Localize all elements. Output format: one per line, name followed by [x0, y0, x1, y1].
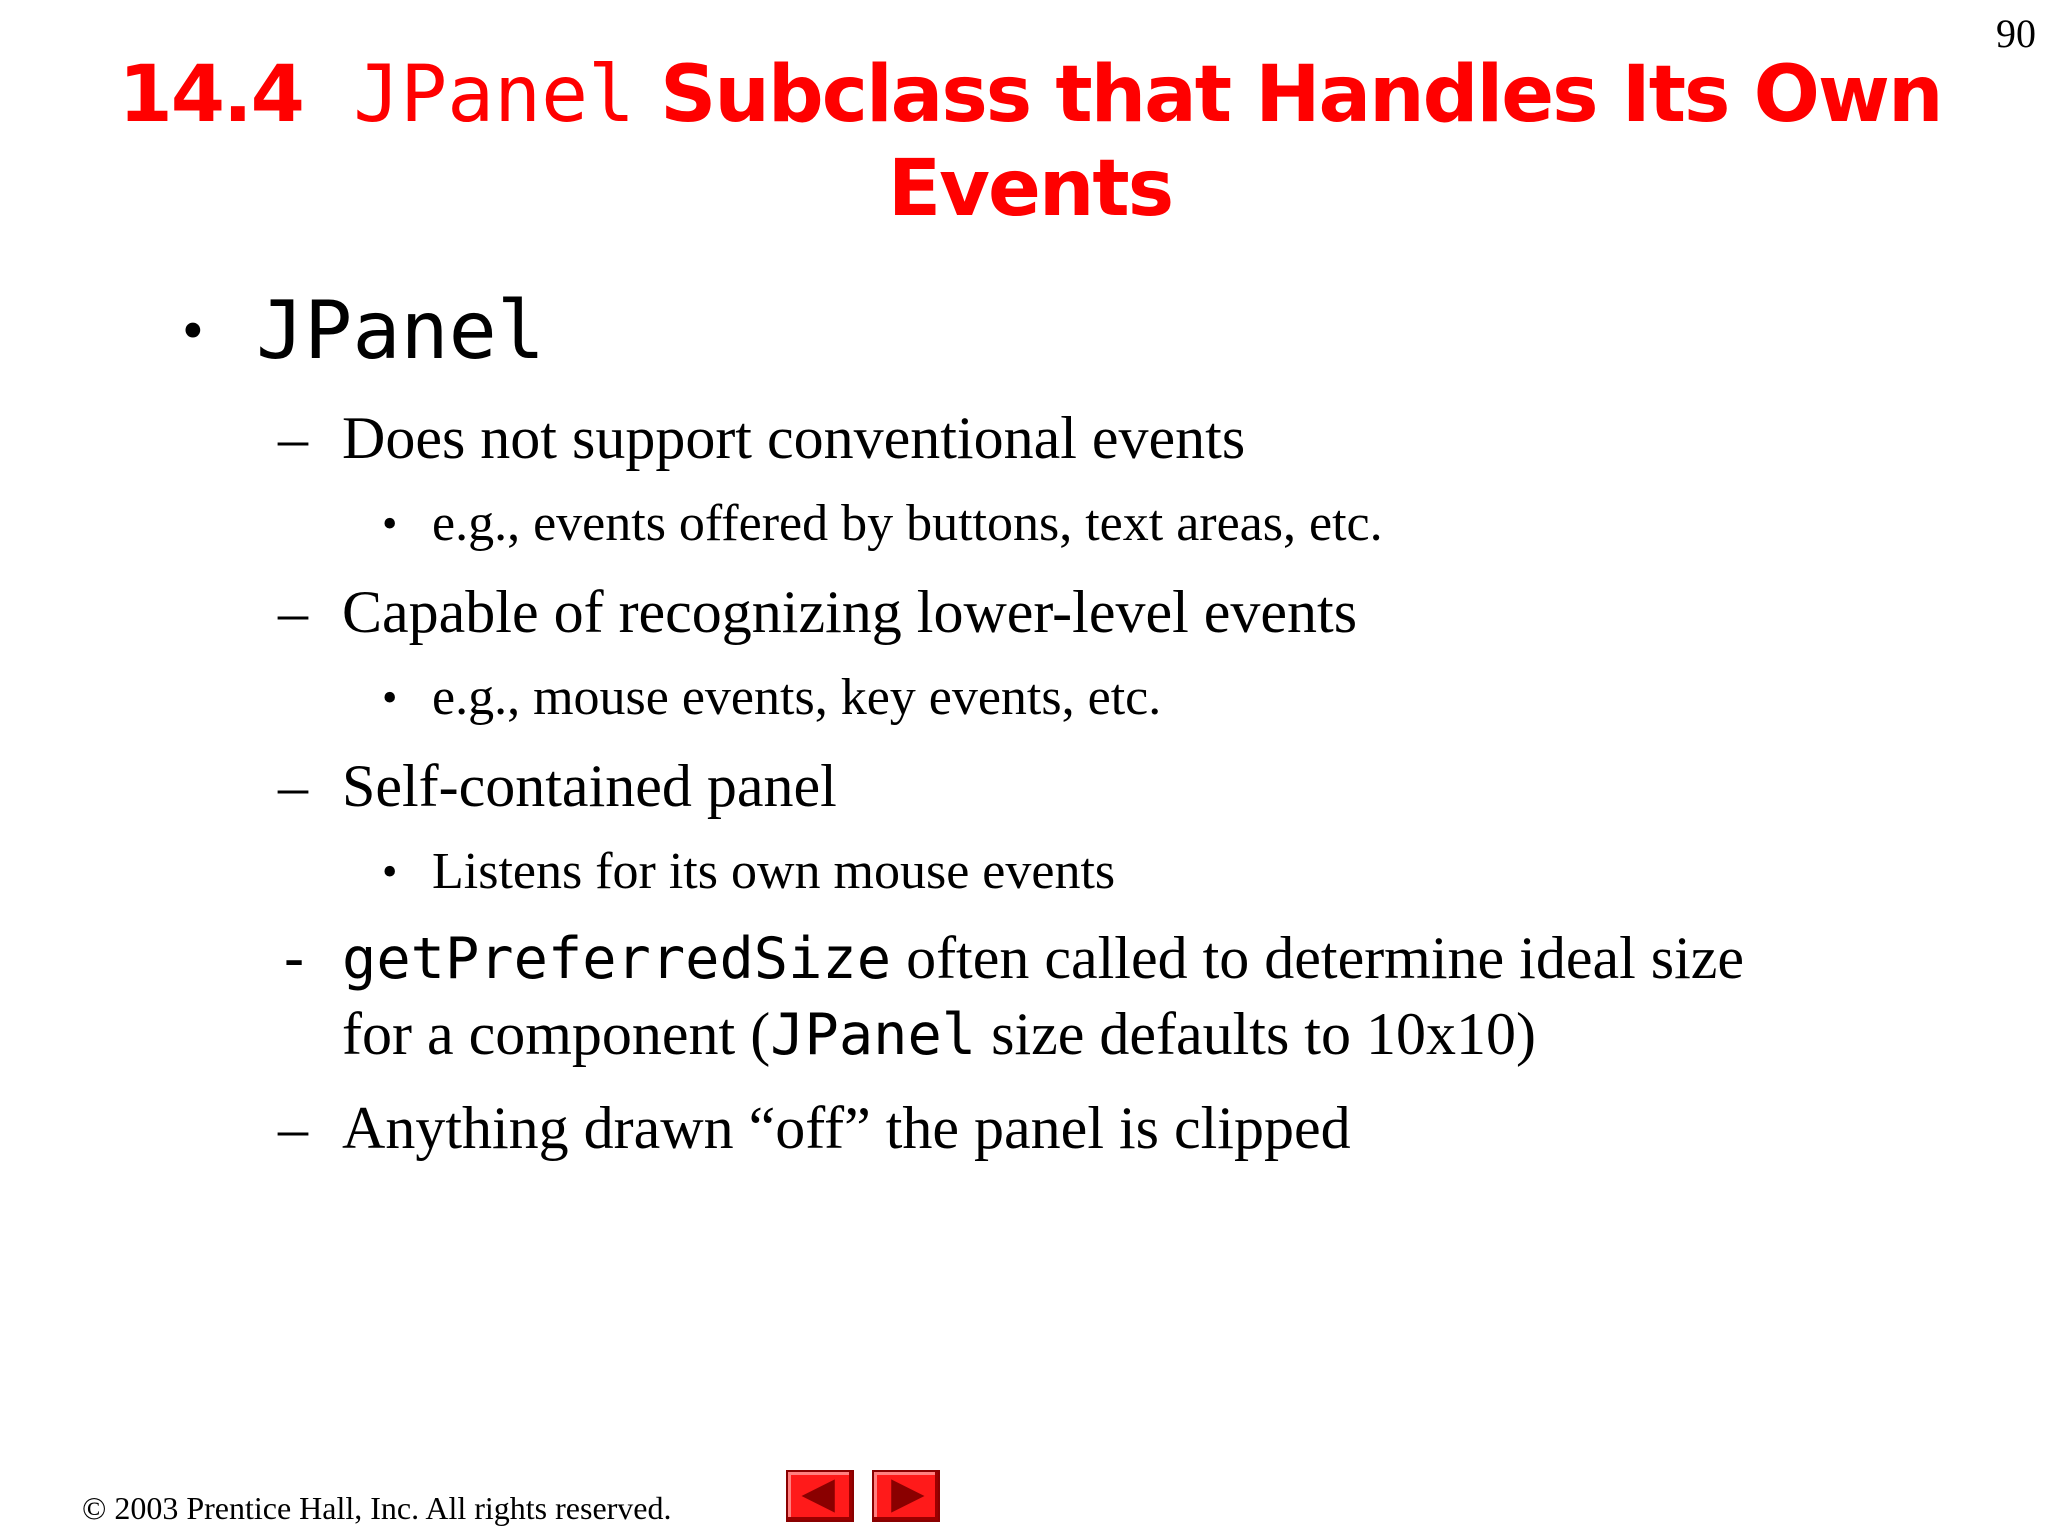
sub-bullet-text: Listens for its own mouse events	[432, 843, 1116, 900]
bullet-item-text: Self-contained panel	[342, 753, 837, 819]
preferred-text-2b: size defaults to 10x10)	[976, 1001, 1536, 1067]
arrow-left-icon	[788, 1472, 852, 1520]
bullet-item-text: Capable of recognizing lower-level events	[342, 579, 1358, 645]
arrow-right-icon	[874, 1472, 938, 1520]
title-number: 14.4	[118, 50, 303, 140]
sub-bullet-marker: •	[382, 673, 398, 722]
dash-marker: –	[278, 1095, 308, 1161]
code-jpanel: JPanel	[770, 1002, 977, 1068]
bullet-item-text	[342, 924, 1744, 993]
dash-marker: –	[278, 753, 308, 819]
title-line2: Events	[887, 144, 1173, 234]
sub-bullet-text: e.g., events offered by buttons, text areas, etc.	[432, 495, 1383, 552]
preferred-text-2a: for a component (	[342, 1001, 771, 1067]
dash-marker: –	[278, 579, 308, 645]
title-rest: Subclass that Handles Its Own	[660, 50, 1942, 140]
copyright-footer: © 2003 Prentice Hall, Inc. All rights reserved.	[82, 1490, 672, 1526]
bullet-item-text: Anything drawn “off” the panel is clipped	[342, 1095, 1351, 1161]
dash-marker: –	[278, 405, 308, 471]
bullet-marker: •	[182, 297, 204, 365]
code-get-preferred-size: getPreferredSize	[342, 926, 892, 992]
preferred-text-1: often called to determine ideal size	[891, 925, 1745, 991]
dash-marker: -	[276, 924, 313, 994]
next-slide-button[interactable]	[872, 1470, 940, 1522]
previous-slide-button[interactable]	[786, 1470, 854, 1522]
bullet-item-continuation	[342, 1000, 1536, 1069]
page-number: 90	[1996, 11, 2036, 56]
sub-bullet-marker: •	[382, 847, 398, 896]
bullet-item-text: Does not support conventional events	[342, 405, 1246, 471]
bullet-main-text: JPanel	[256, 284, 545, 377]
sub-bullet-text: e.g., mouse events, key events, etc.	[432, 669, 1162, 726]
title-code: JPanel	[353, 50, 636, 140]
sub-bullet-marker: •	[382, 499, 398, 548]
